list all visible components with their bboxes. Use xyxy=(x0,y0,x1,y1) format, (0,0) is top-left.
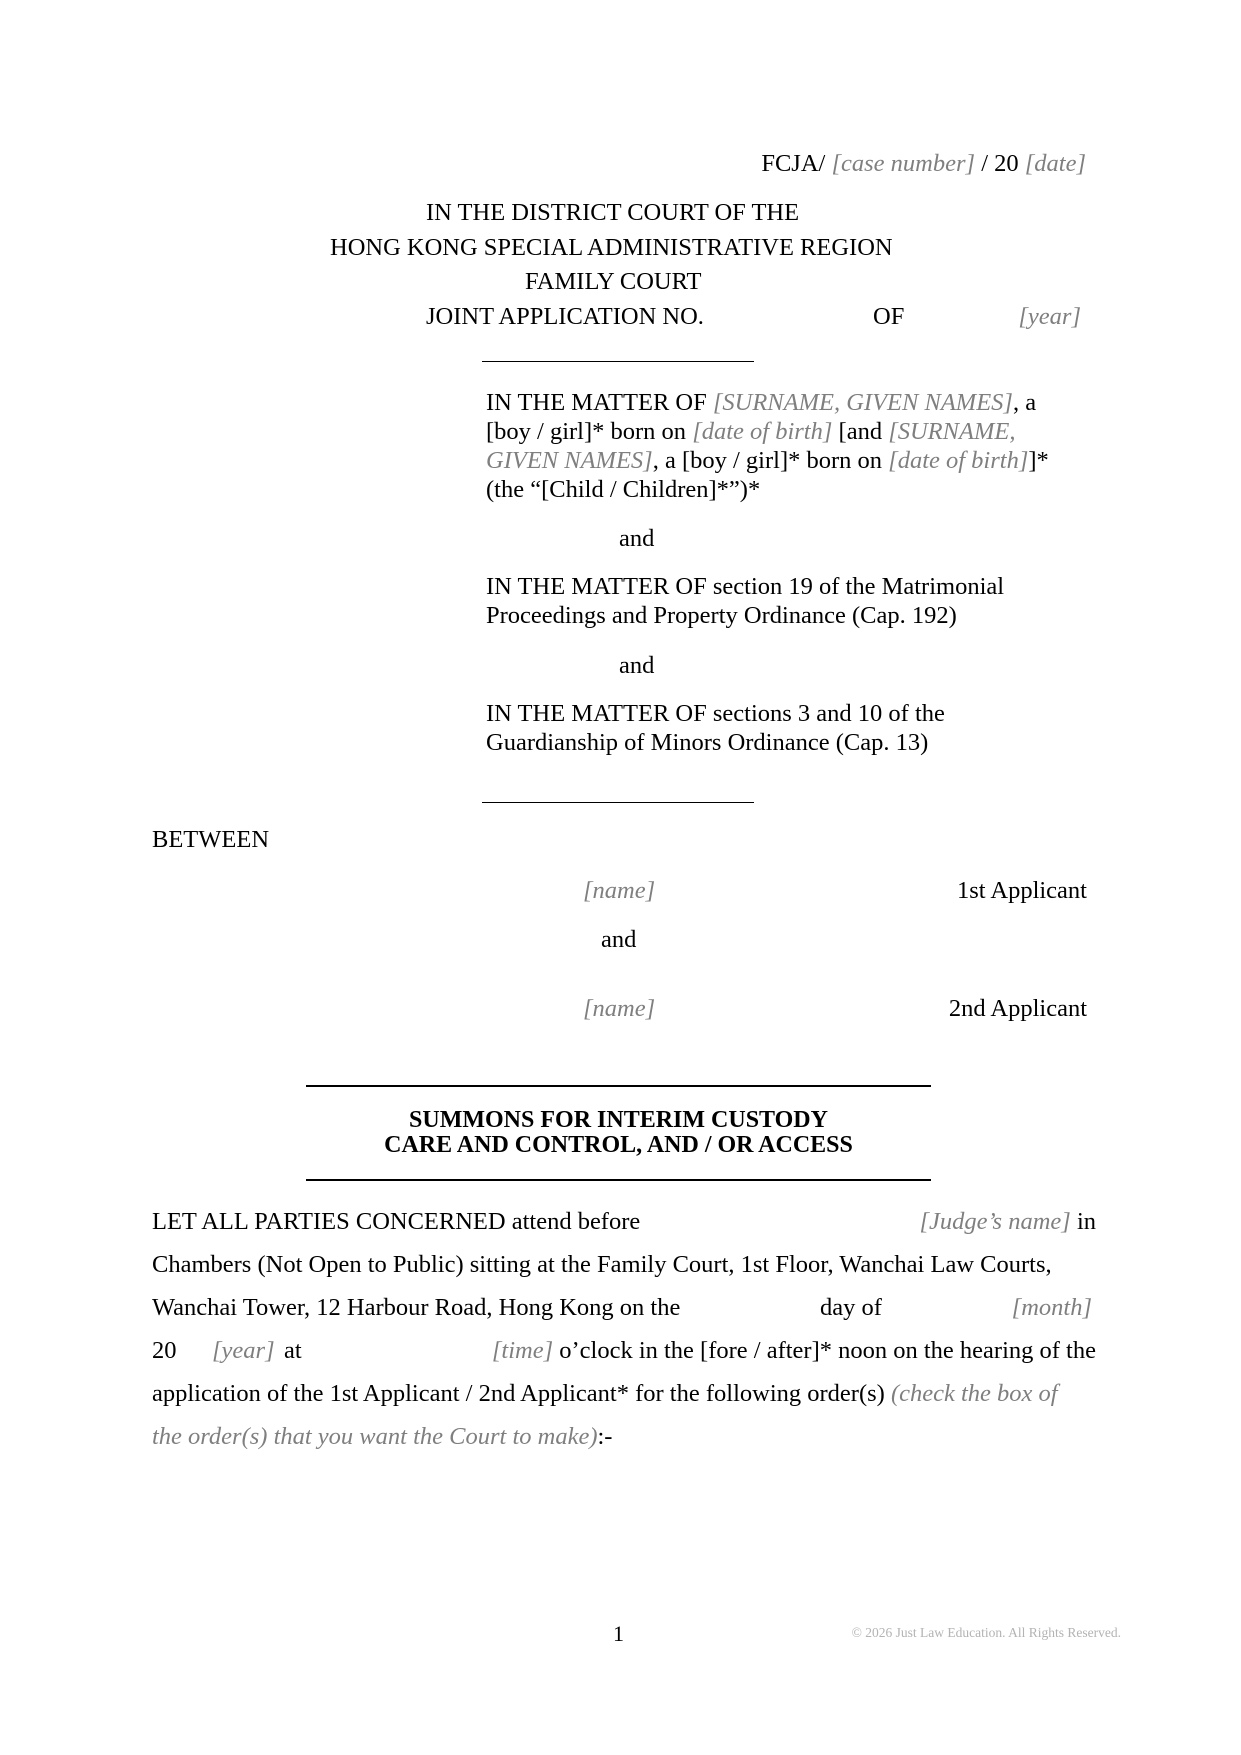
short-divider-top xyxy=(482,361,754,362)
page-number: 1 xyxy=(613,1621,624,1646)
applicant1-name-placeholder: [name] xyxy=(583,877,656,904)
body-line-5: application of the 1st Applicant / 2nd Applicant* for the following order(s) (check the box of xyxy=(152,1380,1058,1407)
date-placeholder: [date] xyxy=(1024,150,1086,177)
title-rule-bottom xyxy=(306,1179,931,1181)
matter-guardianship: IN THE MATTER OF sections 3 and 10 of the Guardianship of Minors Ordinance (Cap. 13) xyxy=(486,700,945,756)
body-line-6: the order(s) that you want the Court to make):- xyxy=(152,1423,613,1450)
body-line-1: LET ALL PARTIES CONCERNED attend before [Judge’s name] in xyxy=(152,1208,1096,1235)
and-connector-1: and xyxy=(619,525,655,552)
application-number-label: JOINT APPLICATION NO. xyxy=(426,303,704,330)
and-connector-2: and xyxy=(619,652,655,679)
applicant2-name-placeholder: [name] xyxy=(583,995,656,1022)
time-placeholder: [time] xyxy=(491,1337,554,1364)
copyright-notice: © 2026 Just Law Education. All Rights Reserved. xyxy=(851,1625,1121,1640)
and-connector-parties: and xyxy=(601,926,637,953)
court-heading-line3: FAMILY COURT xyxy=(525,268,702,295)
matter-children: IN THE MATTER OF [SURNAME, GIVEN NAMES], a [boy / girl]* born on [date of birth] [and [SURNAME, GIVEN NAMES], a [boy / girl]* born on [date of birth]]* (the “[Child / Children]*”)* xyxy=(486,389,1049,503)
document-title: SUMMONS FOR INTERIM CUSTODY CARE AND CONTROL, AND / OR ACCESS xyxy=(384,1107,853,1158)
year-body-placeholder: [year] xyxy=(212,1337,275,1364)
case-reference: FCJA/ [case number] / 20 [date] xyxy=(761,150,1086,177)
court-heading-line2: HONG KONG SPECIAL ADMINISTRATIVE REGION xyxy=(330,234,893,261)
between-label: BETWEEN xyxy=(152,826,270,853)
body-line-2: Chambers (Not Open to Public) sitting at the Family Court, 1st Floor, Wanchai Law Courts, xyxy=(152,1251,1052,1278)
of-label: OF xyxy=(873,303,905,330)
title-rule-top xyxy=(306,1085,931,1087)
applicant1-role: 1st Applicant xyxy=(957,877,1087,904)
judge-name-placeholder: [Judge’s name] xyxy=(919,1208,1071,1235)
year-placeholder: [year] xyxy=(1018,303,1081,330)
body-line-3: Wanchai Tower, 12 Harbour Road, Hong Kong on the day of [month] xyxy=(152,1294,1092,1321)
court-heading-line1: IN THE DISTRICT COURT OF THE xyxy=(426,199,800,226)
case-number-placeholder: [case number] xyxy=(831,150,976,177)
short-divider-bottom xyxy=(482,802,754,803)
body-line-4: 20 [year] at [time] o’clock in the [fore / after]* noon on the hearing of the xyxy=(152,1337,1096,1364)
applicant2-role: 2nd Applicant xyxy=(948,995,1087,1022)
matter-matrimonial: IN THE MATTER OF section 19 of the Matrimonial Proceedings and Property Ordinance (Cap. 192) xyxy=(486,573,1005,629)
month-placeholder: [month] xyxy=(1011,1294,1092,1321)
